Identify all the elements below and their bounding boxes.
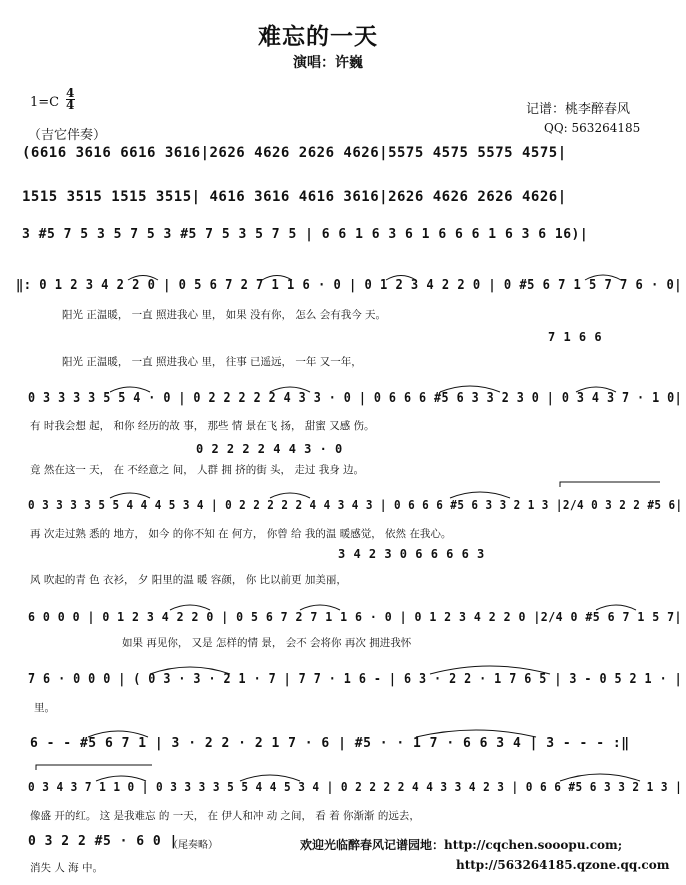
accompaniment-note: （吉它伴奏）: [28, 128, 107, 143]
key-signature: 1=C: [30, 95, 60, 110]
notation-row-7: 6 0 0 0 | 0 1 2 3 4 2 2 0 | 0 5 6 7 2 7 1 1 6 · 0 | 0 1 2 3 4 2 2 0 |2/4 0 #5 6 7 1 5 7|: [28, 609, 683, 624]
lyrics-row-6b: 风 吹起的青 色 衣衫， 夕 阳里的温 暖 容颜， 你 比以前更 加美丽，: [30, 574, 347, 586]
notation-row-1: (6616 3616 6616 3616|2626 4626 2626 4626|5575 4575 5575 4575|: [22, 145, 567, 161]
singer-credit: 演唱：许巍: [293, 55, 363, 71]
notation-row-9: 6 - - #5 6 7 1 | 3 · 2 2 · 2 1 7 · 6 | #5 · · 1 7 · 6 6 3 4 | 3 - - - :‖: [30, 736, 630, 751]
notation-alt-c: 3 4 2 3 0 6 6 6 6 3: [338, 547, 485, 561]
qzone-link[interactable]: http://563264185.qzone.qq.com: [456, 858, 670, 872]
time-signature: [66, 88, 75, 111]
notation-row-2: 1515 3515 1515 3515| 4616 3616 4616 3616|2626 4626 2626 4626|: [22, 189, 567, 205]
time-signature-top: 4: [66, 86, 75, 100]
ending-note: （尾奏略）: [168, 840, 218, 851]
notation-row-4: ‖: 0 1 2 3 4 2 2 0 | 0 5 6 7 2 7 1 1 6 · 0 | 0 1 2 3 4 2 2 0 | 0 #5 6 7 1 5 7 7 6 · 0|: [16, 278, 682, 293]
lyrics-row-4b: 阳光 正温暖， 一直 照进我心 里， 往事 已遥远， 一年 又一年，: [62, 356, 362, 368]
qq-number: QQ: 563264185: [544, 121, 641, 135]
notation-row-5: 0 3 3 3 3 5 5 4 · 0 | 0 2 2 2 2 2 4 3 3 · 0 | 0 6 6 6 #5 6 3 3 2 3 0 | 0 3 4 3 7 · 1 0|: [28, 391, 683, 406]
notation-row-11: 0 3 2 2 #5 · 6 0 |: [28, 834, 178, 849]
lyrics-row-7: 如果 再见你， 又是 怎样的情 景， 会不 会将你 再次 拥进我怀: [122, 637, 412, 649]
lyrics-row-8: 里。: [34, 702, 55, 714]
lyrics-row-10: 像盛 开的红。 这 是我难忘 的 一天， 在 伊人和冲 动 之间， 看 着 你渐渐 的远去，: [30, 810, 420, 822]
notation-row-3: 3 #5 7 5 3 5 7 5 3 #5 7 5 3 5 7 5 | 6 6 1 6 3 6 1 6 6 6 1 6 3 6 16)|: [22, 227, 589, 242]
volta-bracket: [560, 482, 660, 487]
song-title: 难忘的一天: [258, 24, 378, 50]
notation-row-6: 0 3 3 3 3 5 5 4 4 4 5 3 4 | 0 2 2 2 2 2 4 4 3 4 3 | 0 6 6 6 #5 6 3 3 2 1 3 |2/4 0 3 2 2 #5 6|: [28, 497, 683, 512]
volta-bracket: [36, 765, 152, 770]
notation-alt-a: 7 1 6 6: [548, 330, 603, 344]
lyrics-row-4a: 阳光 正温暖， 一直 照进我心 里， 如果 没有你， 怎么 会有我今 天。: [62, 309, 387, 321]
transcriber-credit: 记谱：桃李醉春风: [526, 102, 631, 117]
welcome-link[interactable]: 欢迎光临醉春风记谱园地：http://cqchen.sooopu.com;: [300, 838, 623, 852]
time-signature-bottom: 4: [66, 98, 75, 112]
notation-row-8: 7 6 · 0 0 0 | ( 0 3 · 3 · 2 1 · 7 | 7 7 · 1 6 - | 6 3 · 2 2 · 1 7 6 5 | 3 - 0 5 2 1 · |: [28, 672, 683, 687]
lyrics-row-6a: 再 次走过熟 悉的 地方， 如今 的你不知 在 何方， 你曾 给 我的温 暖感觉， 依然 在我心。: [30, 528, 452, 540]
lyrics-row-5b: 竟 然在这一 天， 在 不经意之 间， 人群 拥 挤的街 头， 走过 我身 边。: [30, 464, 365, 476]
lyrics-row-11: 消失 人 海 中。: [30, 862, 104, 874]
notation-row-10: 0 3 4 3 7 1 1 0 | 0 3 3 3 3 5 5 4 4 5 3 4 | 0 2 2 2 2 4 4 3 3 4 2 3 | 0 6 6 #5 6 3 3 2 1 3 |: [28, 779, 683, 794]
lyrics-row-5a: 有 时我会想 起， 和你 经历的故 事， 那些 情 景在飞 扬， 甜蜜 又感 伤。: [30, 420, 375, 432]
notation-alt-b: 0 2 2 2 2 4 4 3 · 0: [196, 442, 343, 456]
